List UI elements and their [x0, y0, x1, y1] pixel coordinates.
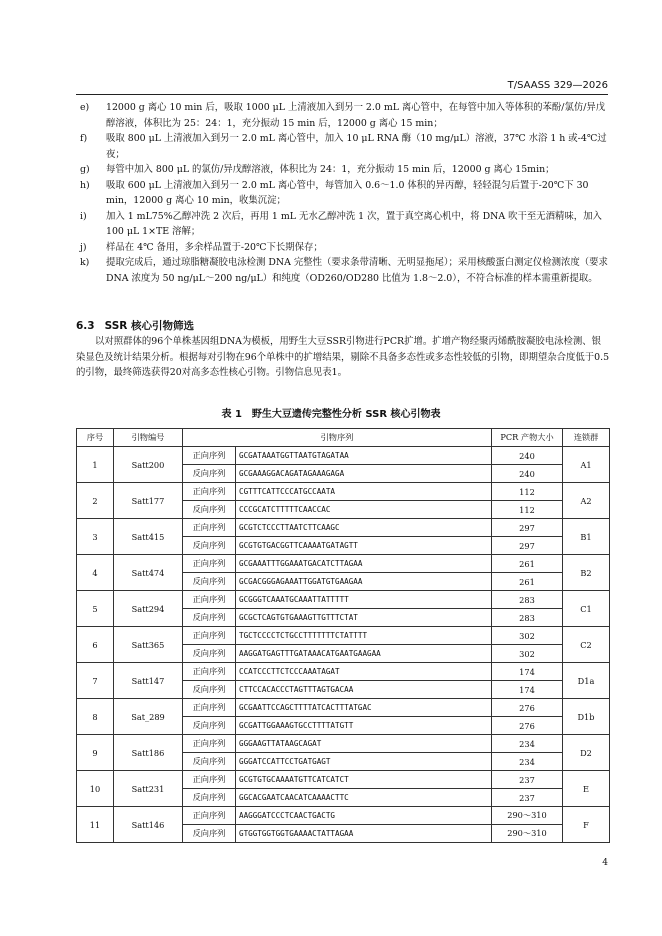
table-row	[77, 807, 610, 825]
row-number: 6	[77, 627, 114, 663]
section-title: SSR 核心引物筛选	[104, 320, 195, 332]
reverse-sequence: GCGCTCAGTGTGAAAGTTGTTTCTAT	[236, 609, 492, 627]
reverse-sequence: GCGAAAGGACAGATAGAAAGAGA	[236, 465, 492, 483]
step-text: 吸取 600 μL 上清液加入到另一 2.0 mL 离心管中，每管加入 0.6～1.0 体积的异丙醇，轻轻混匀后置于-20℃下 30 min，12000 g 离心 10 min，收集沉淀；	[106, 179, 589, 206]
row-number: 9	[77, 735, 114, 771]
linkage-group: A2	[563, 483, 610, 519]
primer-id: Satt186	[114, 735, 183, 771]
header-linkage-group: 连锁群	[563, 429, 610, 447]
pcr-size: 112	[492, 501, 563, 519]
forward-label: 正向序列	[183, 663, 236, 681]
row-number: 7	[77, 663, 114, 699]
procedure-step	[76, 162, 610, 178]
primer-id: Satt200	[114, 447, 183, 483]
forward-label: 正向序列	[183, 699, 236, 717]
step-marker: i)	[80, 210, 87, 222]
primer-id: Satt147	[114, 663, 183, 699]
pcr-size: 276	[492, 717, 563, 735]
pcr-size: 283	[492, 609, 563, 627]
reverse-label: 反向序列	[183, 645, 236, 663]
primer-id: Satt231	[114, 771, 183, 807]
reverse-label: 反向序列	[183, 753, 236, 771]
row-number: 8	[77, 699, 114, 735]
forward-sequence: GCGAAATTTGGAAATGACATCTTAGAA	[236, 555, 492, 573]
forward-sequence: AAGGGATCCCTCAACTGACTG	[236, 807, 492, 825]
primer-id: Satt146	[114, 807, 183, 843]
reverse-label: 反向序列	[183, 825, 236, 843]
step-marker: f)	[80, 133, 88, 144]
pcr-size: 290～310	[492, 807, 563, 825]
forward-sequence: GCGAATTCCAGCTTTTATCACTTTATGAC	[236, 699, 492, 717]
procedure-step	[76, 255, 610, 286]
primer-id: Satt177	[114, 483, 183, 519]
row-number: 11	[77, 807, 114, 843]
pcr-size: 297	[492, 537, 563, 555]
table-header-row	[77, 429, 610, 447]
table-row	[77, 483, 610, 501]
primer-id: Satt474	[114, 555, 183, 591]
procedure-step	[76, 100, 610, 131]
forward-label: 正向序列	[183, 807, 236, 825]
pcr-size: 112	[492, 483, 563, 501]
step-text: 提取完成后，通过琼脂糖凝胶电泳检测 DNA 完整性（要求条带清晰、无明显拖尾）；采用核酸蛋白测定仪检测浓度（要求 DNA 浓度为 50 ng/μL～200 ng/μL）和纯度（OD260/OD280 比值为 1.8～2.0），不符合标准的样本需重新提取。	[106, 257, 608, 284]
pcr-size: 240	[492, 447, 563, 465]
forward-label: 正向序列	[183, 735, 236, 753]
primer-id: Satt294	[114, 591, 183, 627]
reverse-label: 反向序列	[183, 609, 236, 627]
forward-sequence: CGTTTCATTCCCATGCCAATA	[236, 483, 492, 501]
row-number: 5	[77, 591, 114, 627]
reverse-label: 反向序列	[183, 501, 236, 519]
row-number: 1	[77, 447, 114, 483]
linkage-group: D1b	[563, 699, 610, 735]
forward-label: 正向序列	[183, 627, 236, 645]
table-row	[77, 735, 610, 753]
forward-label: 正向序列	[183, 519, 236, 537]
table-row	[77, 663, 610, 681]
linkage-group: E	[563, 771, 610, 807]
pcr-size: 234	[492, 735, 563, 753]
header-rule	[76, 94, 608, 95]
pcr-size: 276	[492, 699, 563, 717]
linkage-group: D1a	[563, 663, 610, 699]
forward-label: 正向序列	[183, 483, 236, 501]
linkage-group: B1	[563, 519, 610, 555]
section-heading	[76, 318, 194, 333]
procedure-steps	[76, 100, 610, 286]
table-row	[77, 447, 610, 465]
step-text: 样品在 4℃ 备用，多余样品置于-20℃下长期保存；	[106, 241, 323, 253]
table-row	[77, 519, 610, 537]
step-marker: j)	[80, 241, 87, 253]
step-text: 吸取 800 μL 上清液加入到另一 2.0 mL 离心管中，加入 10 μL RNA 酶（10 mg/μL）溶液，37℃ 水浴 1 h 或-4℃过夜；	[106, 133, 607, 160]
reverse-sequence: CCCGCATCTTTTTCAACCAC	[236, 501, 492, 519]
forward-label: 正向序列	[183, 447, 236, 465]
forward-sequence: GCGATAAATGGTTAATGTAGATAA	[236, 447, 492, 465]
procedure-step	[76, 209, 610, 240]
reverse-label: 反向序列	[183, 537, 236, 555]
reverse-sequence: GTGGTGGTGGTGAAAACTATTAGAA	[236, 825, 492, 843]
procedure-step	[76, 240, 610, 256]
linkage-group: D2	[563, 735, 610, 771]
primer-id: Satt365	[114, 627, 183, 663]
header-sequence: 引物序列	[183, 429, 492, 447]
header-primer-id: 引物编号	[114, 429, 183, 447]
pcr-size: 290～310	[492, 825, 563, 843]
pcr-size: 302	[492, 627, 563, 645]
reverse-label: 反向序列	[183, 789, 236, 807]
table-row	[77, 591, 610, 609]
procedure-step	[76, 131, 610, 162]
reverse-label: 反向序列	[183, 573, 236, 591]
row-number: 10	[77, 771, 114, 807]
linkage-group: F	[563, 807, 610, 843]
primer-id: Sat_289	[114, 699, 183, 735]
section-paragraph: 以对照群体的96个单株基因组DNA为模板，用野生大豆SSR引物进行PCR扩增。扩增产物经聚丙烯酰胺凝胶电泳检测、银染显色及统计结果分析。根据每对引物在96个单株中的扩增结果，剔除不具备多态性或多态性较低的引物，即期望杂合度低于0.5的引物，最终筛选获得20对高多态性核心引物。引物信息见表1。	[76, 336, 610, 378]
step-text: 12000 g 离心 10 min 后，吸取 1000 μL 上清液加入到另一 2.0 mL 离心管中，在每管中加入等体积的苯酚/氯仿/异戊醇溶液，体积比为 25：24：1，充分振动 15 min 后，12000 g 离心 15 min；	[106, 102, 606, 129]
reverse-sequence: GCGACGGGAGAAATTGGATGTGAAGAA	[236, 573, 492, 591]
forward-sequence: TGCTCCCCTCTGCCTTTTTTTCTATTTT	[236, 627, 492, 645]
table-caption: 表 1 野生大豆遗传完整性分析 SSR 核心引物表	[221, 409, 441, 420]
step-marker: k)	[80, 257, 90, 268]
reverse-sequence: AAGGATGAGTTTGATAAACATGAATGAAGAA	[236, 645, 492, 663]
forward-label: 正向序列	[183, 555, 236, 573]
step-text: 加入 1 mL75%乙醇冲洗 2 次后，再用 1 mL 无水乙醇冲洗 1 次，置于真空离心机中，将 DNA 吹干至无酒精味，加入 100 μL 1×TE 溶解；	[106, 210, 602, 237]
reverse-sequence: GCGTGTGACGGTTCAAAATGATAGTT	[236, 537, 492, 555]
table-row	[77, 771, 610, 789]
forward-label: 正向序列	[183, 591, 236, 609]
reverse-label: 反向序列	[183, 717, 236, 735]
pcr-size: 174	[492, 663, 563, 681]
linkage-group: C2	[563, 627, 610, 663]
header-pcr-size: PCR 产物大小	[492, 429, 563, 447]
step-text: 每管中加入 800 μL 的氯仿/异戊醇溶液，体积比为 24：1，充分振动 15 min 后，12000 g 离心 15min；	[106, 164, 555, 175]
pcr-size: 297	[492, 519, 563, 537]
standard-number: T/SAASS 329—2026	[507, 80, 608, 91]
linkage-group: A1	[563, 447, 610, 483]
forward-label: 正向序列	[183, 771, 236, 789]
procedure-step	[76, 178, 610, 209]
forward-sequence: GCGTCTCCCTTAATCTTCAAGC	[236, 519, 492, 537]
row-number: 2	[77, 483, 114, 519]
reverse-sequence: CTTCCACACCCTAGTTTAGTGACAA	[236, 681, 492, 699]
pcr-size: 261	[492, 573, 563, 591]
forward-sequence: GGGAAGTTATAAGCAGAT	[236, 735, 492, 753]
pcr-size: 237	[492, 771, 563, 789]
pcr-size: 174	[492, 681, 563, 699]
reverse-label: 反向序列	[183, 465, 236, 483]
header-no: 序号	[77, 429, 114, 447]
forward-sequence: CCATCCCTTCTCCCAAATAGAT	[236, 663, 492, 681]
primer-table	[76, 428, 610, 843]
pcr-size: 261	[492, 555, 563, 573]
step-marker: e)	[80, 102, 90, 113]
pcr-size: 302	[492, 645, 563, 663]
forward-sequence: GCGTGTGCAAAATGTTCATCATCT	[236, 771, 492, 789]
pcr-size: 240	[492, 465, 563, 483]
forward-sequence: GCGGGTCAAATGCAAATTATTTTT	[236, 591, 492, 609]
linkage-group: C1	[563, 591, 610, 627]
reverse-sequence: GGGATCCATTCCTGATGAGT	[236, 753, 492, 771]
linkage-group: B2	[563, 555, 610, 591]
step-marker: g)	[80, 164, 90, 175]
reverse-label: 反向序列	[183, 681, 236, 699]
section-number: 6.3	[76, 320, 95, 332]
table-row	[77, 699, 610, 717]
pcr-size: 283	[492, 591, 563, 609]
step-marker: h)	[80, 179, 90, 191]
row-number: 4	[77, 555, 114, 591]
pcr-size: 237	[492, 789, 563, 807]
row-number: 3	[77, 519, 114, 555]
pcr-size: 234	[492, 753, 563, 771]
primer-id: Satt415	[114, 519, 183, 555]
table-row	[77, 555, 610, 573]
reverse-sequence: GCGATTGGAAAGTGCCTTTTATGTT	[236, 717, 492, 735]
page-number: 4	[602, 858, 608, 868]
reverse-sequence: GGCACGAATCAACATCAAAACTTC	[236, 789, 492, 807]
table-row	[77, 627, 610, 645]
